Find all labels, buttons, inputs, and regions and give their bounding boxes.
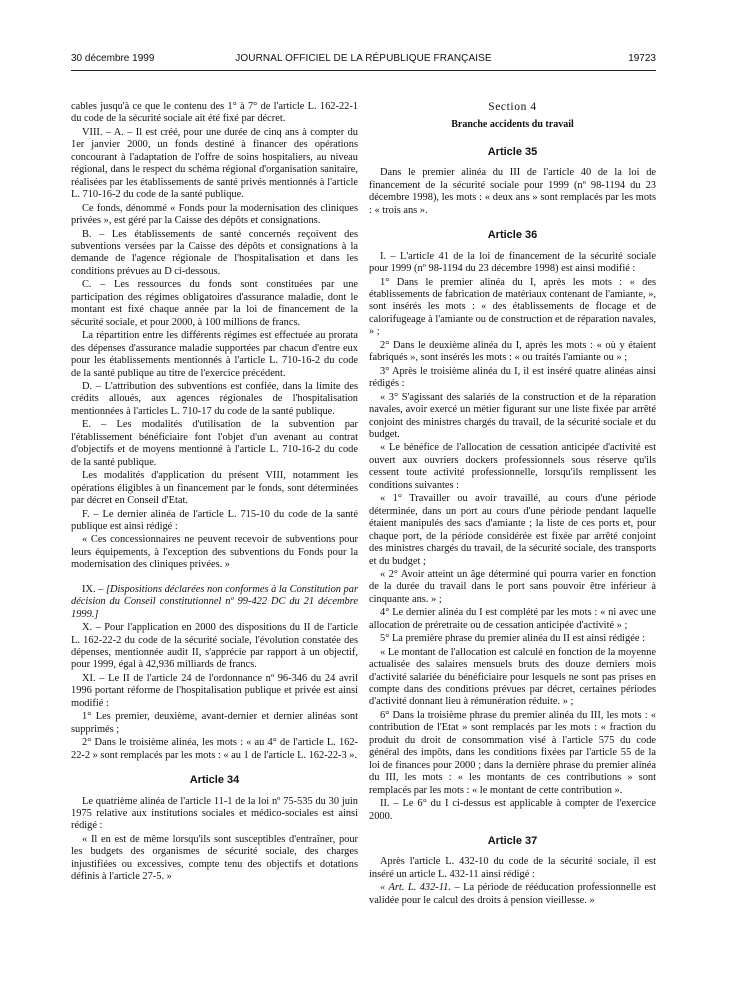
right-column (369, 101, 656, 908)
paragraph: B. – Les établissements de santé concernés reçoivent des subventions versées par la Caisse des dépôts et consignations à la demande de l'agence régionale de l'hospitalisation et dans les conditions prévues au D ci-dessous. (71, 228, 358, 277)
paragraph: Ce fonds, dénommé « Fonds pour la modernisation des cliniques privées », est géré par la Caisse des dépôts et consignations. (71, 202, 358, 227)
paragraph-text: – La période de rééducation professionnelle est validée pour le calcul des droits à pension vieillesse. » (369, 882, 656, 906)
paragraph: 4° Le dernier alinéa du I est complété par les mots : « ni avec une allocation de préretraite ou de cessation anticipée d'activité » ; (369, 607, 656, 631)
paragraph-number: IX. – (82, 583, 104, 595)
paragraph: D. – L'attribution des subventions est confiée, dans la limite des crédits alloués, aux agences régionales de l'hospitalisation mentionnées à l'articles L. 710-17 du code de la santé publique. (71, 380, 358, 417)
paragraph: 1° Dans le premier alinéa du I, après les mots : « des établissements de fabrication de matériaux contenant de l'amiante, », sont insérés les mots : « des établissements de flocage et de calorifugeage à l'amiante ou de construction et de réparation navales, » ; (369, 276, 656, 338)
paragraph: 6° Dans la troisième phrase du premier alinéa du III, les mots : « contribution de l'Etat » sont remplacés par les mots : « fraction du produit du droit de consommation visé à l'article 575 du code général des impôts, dans les conditions fixées par l'article 55 de la loi de finances pour 2000 ; dans la dernière phrase du premier alinéa du III, les mots : « les montants de ces contributions » sont remplacés par les mots : « le montant de cette contribution ». (369, 709, 656, 796)
paragraph: cables jusqu'à ce que le contenu des 1° à 7° de l'article L. 162-22-1 du code de la sécurité sociale ait été fixé par décret. (71, 101, 358, 125)
page-header (71, 53, 656, 67)
left-column (71, 101, 358, 885)
article-reference: « Art. L. 432-11. (380, 882, 451, 894)
struck-provision-note: [Dispositions déclarées non conformes à la Constitution par décision du Conseil constitutionnel nº 99-422 DC du 21 décembre 1999.] (71, 583, 358, 620)
paragraph: 2° Dans le troisième alinéa, les mots : « au 4° de l'article L. 162-22-2 » sont remplacés par les mots : « au 1 de l'article L. 162-22-3 ». (71, 737, 358, 761)
paragraph: 3° Après le troisième alinéa du I, il est inséré quatre alinéas ainsi rédigés : (369, 365, 656, 390)
paragraph: Dans le premier alinéa du III de l'article 40 de la loi de financement de la sécurité sociale pour 1999 (nº 98-1194 du 23 décembre 1998), les mots : « deux ans » sont remplacés par les mots : « trois ans ». (369, 167, 656, 216)
quoted-paragraph: « Le montant de l'allocation est calculé en fonction de la moyenne actualisée des salaires mensuels bruts des douze derniers mois d'activité salariée du bénéficiaire pour lesquels ne sont pas prises en compte dans des conditions prévues par décret, certaines périodes d'activité donnant lieu à rémunération réduite. » ; (369, 646, 656, 708)
quoted-paragraph: « Il en est de même lorsqu'ils sont susceptibles d'entraîner, pour les budgets des organismes de sécurité sociale, des charges injustifiées ou excessives, compte tenu des objectifs et dotations définis à l'article 27-5. » (71, 833, 358, 883)
paragraph: XI. – Le II de l'article 24 de l'ordonnance nº 96-346 du 24 avril 1996 portant réforme de l'hospitalisation publique et privée est ainsi modifié : (71, 672, 358, 709)
header-date: 30 décembre 1999 (71, 53, 155, 64)
quoted-paragraph: « Ces concessionnaires ne peuvent recevoir de subventions pour leurs équipements, à l'exception des subventions du Fonds pour la modernisation des cliniques privées. » (71, 534, 358, 571)
paragraph: C. – Les ressources du fonds sont constituées par une participation des régimes obligatoires d'assurance maladie, dont le montant est fixé chaque année par la loi de financement de la sécurité sociale, et pour 2000, à 100 millions de francs. (71, 279, 358, 328)
article-36-heading: Article 36 (487, 229, 538, 242)
quoted-paragraph: « 3° S'agissant des salariés de la construction et de la réparation navales, avoir exercé un métier figurant sur une liste fixée par arrêté conjoint des ministres chargés du travail, de la sécurité sociale et du budget. (369, 391, 656, 440)
paragraph: Les modalités d'application du présent VIII, notamment les opérations éligibles à un financement par le fonds, sont déterminées par décret en Conseil d'Etat. (71, 470, 358, 507)
quoted-paragraph: « 2° Avoir atteint un âge déterminé qui pourra varier en fonction de la durée du travail dans le port sans pouvoir être inférieur à cinquante ans. » ; (369, 568, 656, 605)
paragraph: 1° Les premier, deuxième, avant-dernier et dernier alinéas sont supprimés ; (71, 711, 358, 735)
header-rule (71, 70, 656, 71)
paragraph: I. – L'article 41 de la loi de financement de la sécurité sociale pour 1999 (nº 98-1194 du 23 décembre 1998) est ainsi modifié : (369, 250, 656, 275)
paragraph: X. – Pour l'application en 2000 des dispositions du II de l'article L. 162-22-2 du code de la sécurité sociale, l'évolution constatée des dépenses, mentionnée audit II, s'apprécie par rapport à un objectif, pour 1999, égal à 42,936 milliards de francs. (71, 622, 358, 671)
article-35-heading: Article 35 (487, 145, 538, 158)
paragraph: 5° La première phrase du premier alinéa du II est ainsi rédigée : (380, 633, 645, 645)
branch-title: Branche accidents du travail (451, 119, 574, 131)
quoted-paragraph: « Le bénéfice de l'allocation de cessation anticipée d'activité est ouvert aux ouvriers dockers professionnels sous réserve qu'ils cessent toute activité professionnelle, lorsqu'ils remplissent les conditions suivantes : (369, 442, 656, 491)
paragraph-ix (71, 584, 358, 621)
paragraph: II. – Le 6° du I ci-dessus est applicable à compter de l'exercice 2000. (369, 798, 656, 822)
quoted-paragraph: « 1° Travailler ou avoir travaillé, au cours d'une période déterminée, dans un port au cours d'une période pendant laquelle étaient manipulés des sacs d'amiante ; la liste de ces ports et, pour chaque port, de la période considérée est fixée par arrêté conjoint des ministres chargés du travail, de la sécurité sociale, des transports et du budget ; (369, 493, 656, 567)
paragraph: F. – Le dernier alinéa de l'article L. 715-10 du code de la santé publique est ainsi rédigé : (71, 508, 358, 532)
quoted-paragraph (369, 882, 656, 907)
section-title: Section 4 (488, 101, 537, 113)
article-34-heading: Article 34 (189, 774, 240, 787)
paragraph: VIII. – A. – Il est créé, pour une durée de cinq ans à compter du 1er janvier 2000, un fonds destiné à financer des opérations concourant à l'adaptation de l'offre de soins hospitaliers, au niveau régional, dans le respect du schéma régional d'organisation sanitaire, réalisées par les établissements de santé privés mentionnés à l'article L. 710-16-2 du code de la santé publique. (71, 126, 358, 201)
paragraph: La répartition entre les différents régimes est effectuée au prorata des dépenses d'assurance maladie supportées par chacun d'entre eux pour les établissements mentionnés à l'article L. 710-16-2 du code de la santé publique au titre de l'exercice précédent. (71, 330, 358, 379)
paragraph: 2° Dans le deuxième alinéa du I, après les mots : « où y étaient fabriqués », sont insérés les mots : « ou traités l'amiante ou » ; (369, 339, 656, 364)
page-number: 19723 (628, 53, 656, 64)
article-37-heading: Article 37 (487, 835, 538, 848)
paragraph: E. – Les modalités d'utilisation de la subvention par l'établissement bénéficiaire font l'objet d'un avenant au contrat d'objectifs et de moyens mentionné à l'article L. 710-16-2 du code de la santé publique. (71, 419, 358, 468)
journal-title: JOURNAL OFFICIEL DE LA RÉPUBLIQUE FRANÇAISE (235, 53, 492, 64)
paragraph: Le quatrième alinéa de l'article 11-1 de la loi nº 75-535 du 30 juin 1975 relative aux institutions sociales et médico-sociales est ainsi rédigé : (71, 795, 358, 832)
paragraph: Après l'article L. 432-10 du code de la sécurité sociale, il est inséré un article L. 432-11 ainsi rédigé : (369, 856, 656, 880)
